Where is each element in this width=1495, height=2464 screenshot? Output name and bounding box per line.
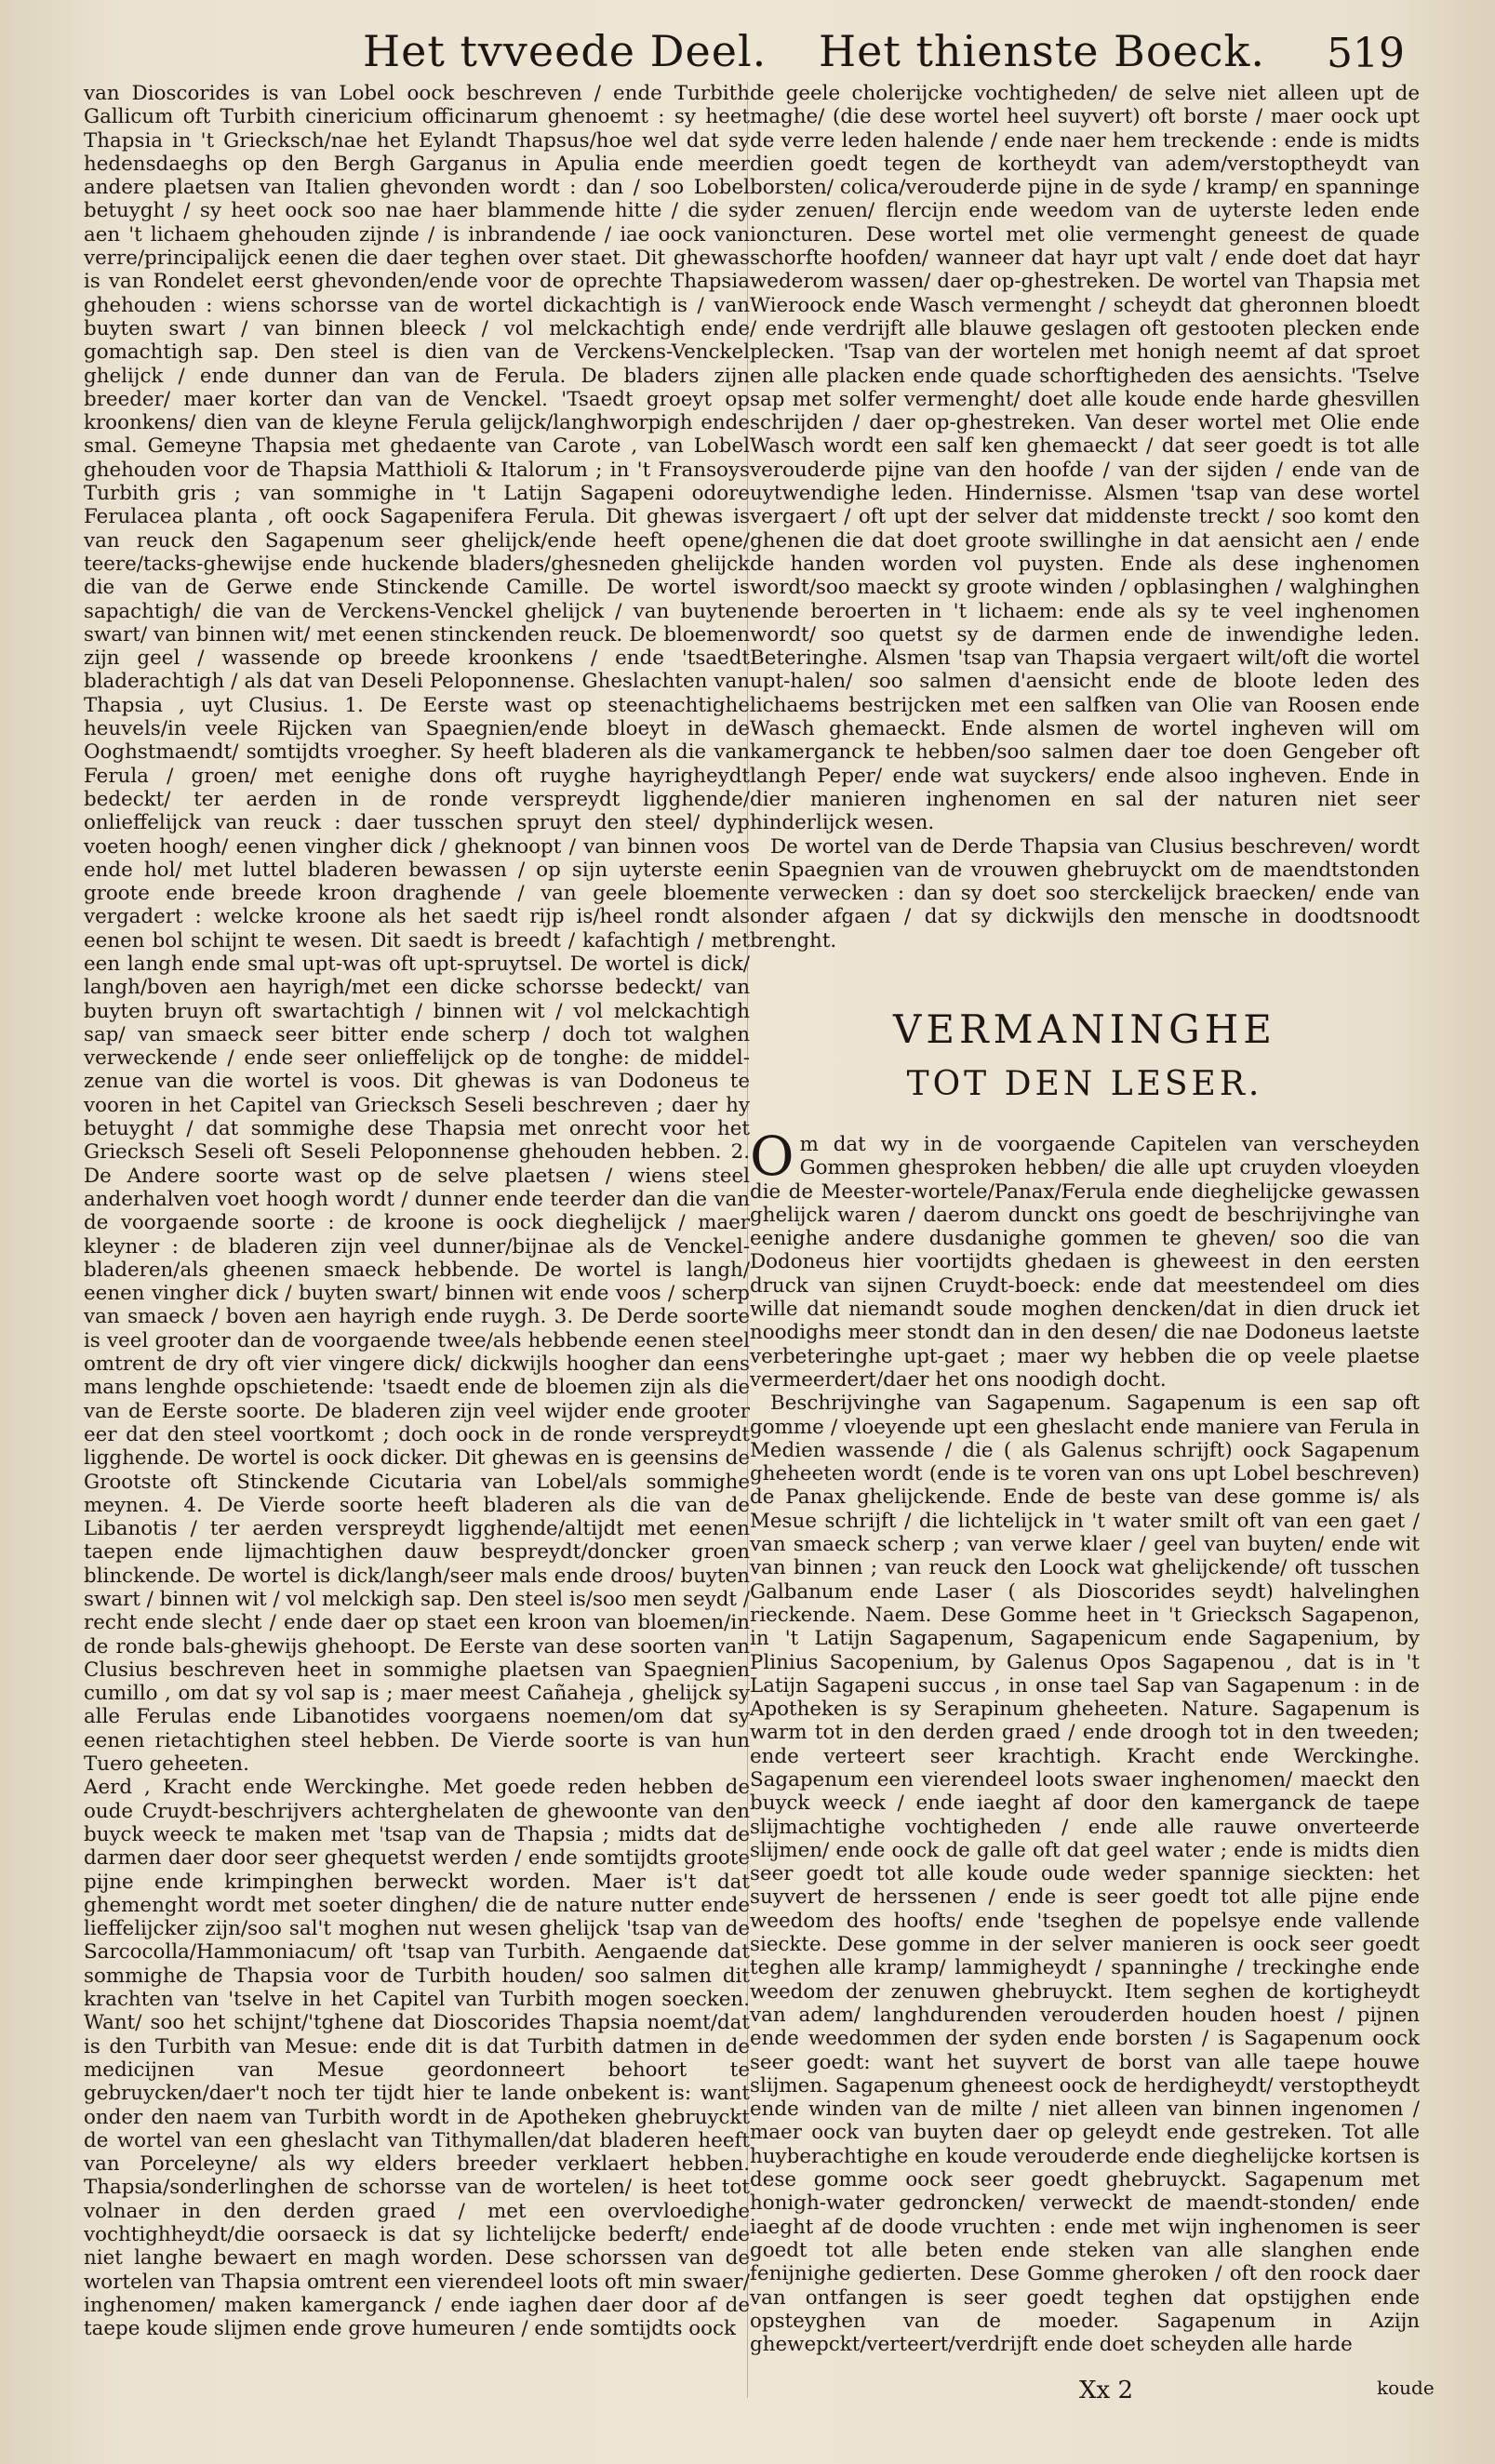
sagapenum-entry: Beschrijvinghe van Sagapenum. Sagapenum is een sap oft gomme / vloeyende upt een gheslacht ende maniere van Ferula in Medien wassende / die ( als Galenus schrijft) oock Sagapenum gheheeten wordt (ende is te voren van ons upt Lobel beschreven) de Panax ghelijckende. Ende de beste van dese gomme is/ als Mesue schrijft / die lichtelijck in 't water smilt oft van een gaet / van smaeck scherp ; van verwe klaer / geel van buyten/ ende wit van binnen ; van reuck den Loock wat ghelijckende/ oft tusschen Galbanum ende Laser ( als Dioscorides seydt) halvelinghen rieckende. Naem. Dese Gomme heet in 't Griecksch Sagapenon, in 't Latijn Sagapenum, Sagapenicum ende Sagapenium, by Plinius Sacopenium, by Galenus Opos Sagapenou , dat is in 't Latijn Sagapeni succus , in onse tael Sap van Sagapenum : in de Apotheken is sy Serapinum gheheeten. Nature. Sagapenum is warm tot in den derden graed / ende droogh tot in den tweeden; ende verteert seer krachtigh. Kracht ende Werckinghe. Sagapenum een vierendeel loots swaer inghenomen/ maeckt den buyck weeck / ende iaeght af door den kamerganck de taepe slijmachtighe vochtigheden / ende alle rauwe onverteerde slijmen/ ende oock de galle oft dat geel water ; ende is midts dien seer goedt tot alle koude oude weder spannige sieckten: het suyvert de herssenen / ende is seer goedt tot alle pijne ende weedom des hoofts/ ende 'tseghen de popelsye ende vallende sieckte. Dese gomme in der selver manieren is oock seer goedt teghen alle kramp/ lammigheydt / spanninghe / treckinghe ende weedom der zenuwen ghebruyckt. Item seghen de kortigheydt van adem/ langhdurenden verouderden houden hoest / pijnen ende weedommen der syden ende borsten / is Sagapenum oock seer goedt: want het suyvert de borst van alle taepe houwe slijmen. Sagapenum gheneest oock de herdigheydt/ verstoptheydt ende winden van de milte / niet alleen van binnen ingenomen / maer oock van buyten daer op geleydt ende gestreken. Tot alle huyberachtighe en koude verouderde ende dieghelijcke kortsen is dese gomme oock seer goedt ghebruyckt. Sagapenum met honigh-water gedroncken/ verweckt de maendt-stonden/ ende iaeght af de doode vruchten : ende met wijn inghenomen is seer goedt tot alle beten ende steken van alle slanghen ende fenijnighe gedierten. Dese Gomme gheroken / oft den roock daer van ontfangen is seer goedt teghen dat opstijghen ende opsteyghen van de moeder. Sagapenum in Azijn ghewepckt/verteert/verdrijft ende doet scheyden alle harde: [750, 1392, 1420, 2357]
thapsia-effects: de geele cholerijcke vochtigheden/ de selve niet alleen upt de maghe/ (die dese wortel heel suyvert) oft borste / maer oock upt de verre leden halende / ende naer hem treckende : ende is midts dien goedt tegen de kortheydt van adem/verstoptheydt van borsten/ colica/verouderde pijne in de syde / kramp/ en spanninge der zenuen/ flercijn ende weedom van de uyterste leden ende ioncturen. Dese wortel met olie vermenght geneest de quade schorfte hoofden/ wanneer dat hayr upt valt / ende doet dat hayr wederom wassen/ daer op-ghestreken. De wortel van Thapsia met Wieroock ende Wasch vermenght / scheydt dat gheronnen bloedt / ende verdrijft alle blauwe geslagen oft gestooten plecken ende plecken. 'Tsap van der wortelen met honigh neemt af dat sproet en alle placken ende quade schorftigheden des aensichts. 'Tselve sap met solfer vermenght/ doet alle koude ende harde ghesvillen schrijden / daer op-ghestreken. Van deser wortel met Olie ende Wasch wordt een salf ken ghemaeckt / dat seer goedt is tot alle verouderde pijne van den hoofde / van der sijden / ende van de uytwendighe leden. Hindernisse. Alsmen 'tsap van dese wortel vergaert / oft upt der selver dat middenste treckt / soo komt den ghenen die dat doet groote swillinghe in dat aensicht aen / ende de handen worden vol puysten. Ende als dese inghenomen wordt/soo maeckt sy groote winden / opblasinghen / walghinghen ende beroerten in 't lichaem: ende als sy te veel inghenomen wordt/ soo quetst sy de darmen ende de inwendighe leden. Beteringhe. Alsmen 'tsap van Thapsia vergaert wilt/oft die wortel upt-halen/ soo salmen d'aensicht ende de bloote leden des lichaems bestrijcken met een salfken van Olie van Roosen ende Wasch ghemaeckt. Ende alsmen de wortel ingheven will om kamerganck te hebben/soo salmen daer toe doen Gengeber oft langh Peper/ ende wat suyckers/ ende alsoo ingheven. Ende in dier manieren inghenomen en sal der naturen niet seer hinderlijck wesen.: [750, 82, 1420, 835]
clusius-third-thapsia: De wortel van de Derde Thapsia van Clusius beschreven/ wordt in Spaegnien van de vrouwen ghebruyckt om de maendtstonden te verwecken : dan sy doet soo sterckelijck braecken/ ende van onder afgaen / dat sy dickwijls den mensche in doodtsnoodt brenght.: [750, 834, 1420, 952]
signature-mark: Xx 2: [1079, 2377, 1133, 2404]
left-column: [84, 82, 750, 2341]
section-subtitle: TOT DEN LESER.: [906, 1064, 1263, 1103]
catchword: koude: [1377, 2377, 1435, 2399]
page-header: [65, 17, 1433, 82]
page-number: 519: [1327, 30, 1405, 77]
thapsia-description: van Dioscorides is van Lobel oock beschreven / ende Turbith Gallicum oft Turbith cinericium officinarum ghenoemt : sy heet Thapsia in 't Griecksch/nae het Eylandt Thapsus/hoe wel dat sy hedensdaeghs op den Bergh Garganus in Apulia ende meer andere plaetsen van Italien ghevonden wordt : dan / soo Lobel betuyght / sy heet oock soo nae haer blammende hitte / die sy aen 't lichaem ghehouden zijnde / is inbrandende / iae oock van verre/principalijck eenen die daer teghen over staet. Dit ghewas is van Rondelet eerst ghevonden/ende voor de oprechte Thapsia ghehouden : wiens schorsse van de wortel dickachtigh is / van buyten swart / van binnen bleeck / vol melckachtigh ende gomachtigh sap. Den steel is dien van de Verckens-Venckel ghelijck / ende dunner dan van de Ferula. De bladers zijn breeder/ maer korter dan van de Venckel. 'Tsaedt groeyt op kroonkens/ dien van de kleyne Ferula gelijck/langhworpigh ende smal. Gemeyne Thapsia met ghedaente van Carote , van Lobel ghehouden voor de Thapsia Matthioli & Italorum ; in 't Fransoys Turbith gris ; van sommighe in 't Latijn Sagapeni odore Ferulacea planta , oft oock Sagapenifera Ferula. Dit ghewas is van reuck den Sagapenum seer ghelijck/ende heeft opene/ teere/tacks-ghewijse ende huckende bladers/ghesneden ghelijck die van de Gerwe ende Stinckende Camille. De wortel is sapachtigh/ die van de Verckens-Venckel ghelijck / van buyten swart/ van binnen wit/ met eenen stinckenden reuck. De bloemen zijn geel / wassende op breede kroonkens / ende 'tsaedt bladerachtigh / als dat van Deseli Peloponnense. Gheslachten van Thapsia , uyt Clusius. 1. De Eerste wast op steenachtighe heuvels/in veele Rijcken van Spaegnien/ende bloeyt in de Ooghstmaendt/ somtijdts vroegher. Sy heeft bladeren als die van Ferula / groen/ met eenighe dons oft ruyghe hayrigheydt bedeckt/ ter aerden in de ronde verspreydt ligghende/ onlieffelijck van reuck : daer tusschen spruyt den steel/ dyp voeten hoogh/ eenen vingher dick / gheknoopt / van binnen voos ende hol/ met luttel bladeren bewassen / op sijn uyterste een groote ende breede kroon draghende / van geele bloemen vergadert : welcke kroone als het saedt rijp is/heel rondt als eenen bol schijnt te wesen. Dit saedt is breedt / kafachtigh / met een langh ende smal upt-was oft upt-spruytsel. De wortel is dick/ langh/boven aen hayrigh/met een dicke schorsse bedeckt/ van buyten bruyn oft swartachtigh / binnen wit / vol melckachtigh sap/ van smaeck seer bitter ende scherp / doch tot walghen verweckende / ende seer onlieffelijck op de tonghe: de middel-zenue van die wortel is voos. Dit ghewas is van Dodoneus te vooren in het Capitel van Griecksch Seseli beschreven ; daer hy betuyght / dat sommighe dese Thapsia met onrecht voor het Griecksch Seseli oft Seseli Peloponnense ghehouden hebben. 2. De Andere soorte wast op de selve plaetsen / wiens steel anderhalven voet hoogh wordt / dunner ende teerder dan die van de voorgaende soorte : de kroone is oock dieghelijck / maer kleyner : de bladeren zijn veel dunner/bijnae als de Venckel-bladeren/als gheenen smaeck hebbende. De wortel is langh/ eenen vingher dick / buyten swart/ binnen wit ende voos / scherp van smaeck / boven aen hayrigh ende ruygh. 3. De Derde soorte is veel grooter dan de voorgaende twee/als hebbende eenen steel omtrent de dry oft vier vingere dick/ dickwijls hoogher dan eens mans lenghde opschietende: 'tsaedt ende de bloemen zijn als die van de Eerste soorte. De bladeren zijn veel wijder ende grooter eer dat den steel voortkomt ; doch oock in de ronde verspreydt ligghende. De wortel is oock dicker. Dit ghewas en is geensins de Grootste oft Stinckende Cicutaria van Lobel/als sommighe meynen. 4. De Vierde soorte heeft bladeren als die van de Libanotis / ter aerden verspreydt ligghende/altijdt met eenen taepen ende lijmachtighen dauw bespreydt/doncker groen blinckende. De wortel is dick/langh/seer mals ende droos/ buyten swart / binnen wit / vol melckigh sap. Den steel is/soo men seydt / recht ende slecht / ende daer op staet een kroon van bloemen/in de ronde bals-ghewijs ghehoopt. De Eerste van dese soorten van Clusius beschreven heet in sommighe plaetsen van Spaegnien cumillo , om dat sy vol sap is ; maer meest Cañaheja , ghelijck sy alle Ferulas ende Libanotides voorgaens noemen/om dat sy eenen rietachtighen steel hebben. De Vierde soorte is van hun Tuero geheeten.: [84, 82, 751, 1777]
column-divider: [747, 82, 748, 2398]
right-column: [750, 82, 1420, 2356]
address-to-reader: Om dat wy in de voorgaende Capitelen van verscheyden Gommen ghesproken hebben/ die alle upt cruyden vloeyden die de Meester-wortele/Panax/Ferula ende dieghelijcke gewassen ghelijck waren / daerom dunckt ons goedt de beschrijvinghe van eenighe andere dusdanighe gommen te gheven/ soo die van Dodoneus hier voortijdts ghedaen is gheweest in den eersten druck van sijnen Cruydt-boeck: ende dat meestendeel om dies wille dat niemandt soude moghen dencken/dat in dien druck iet noodighs meer stondt dan in den desen/ die nae Dodoneus laetste verbeteringhe upt-gaet ; maer wy hebben die op veele plaetse vermeerdert/daer het ons noodigh docht.: [750, 1124, 1420, 1392]
running-head-right: Het thienste Boeck.: [819, 26, 1266, 76]
section-title: VERMANINGHE: [893, 1006, 1276, 1052]
thapsia-properties: Aerd , Kracht ende Werckinghe. Met goede reden hebben de oude Cruydt-beschrijvers achterghelaten de ghewoonte van den buyck weeck te maken met 'tsap van de Thapsia ; midts dat de darmen daer door seer ghequetst werden / ende somtijdts groote pijne ende krimpinghen berweckt worden. Maer is't dat ghemenght wordt met soeter dinghen/ die de nature nutter ende lieffelijcker zijn/soo sal't moghen nut wesen ghelijck 'tsap van de Sarcocolla/Hammoniacum/ oft 'tsap van Turbith. Aengaende dat sommighe de Thapsia voor de Turbith houden/ soo salmen dit krachten van 'tselve in het Capitel van Turbith mogen soecken. Want/ soo het schijnt/'tghene dat Dioscorides Thapsia noemt/dat is den Turbith van Mesue: ende dit is dat Turbith datmen in de medicijnen van Mesue geordonneert behoort te gebruycken/daer't noch ter tijdt hier te lande onbekent is: want onder den naem van Turbith wordt in de Apotheken ghebruyckt de wortel van een gheslacht van Tithymallen/dat bladeren heeft van Porceleyne/ als wy elders breeder verklaert hebben. Thapsia/sonderlinghen de schorsse van de wortelen/ is heet tot volnaer in den derden graed / met een overvloedighe vochtighheydt/die oorsaeck is dat sy lichtelijcke bederft/ ende niet langhe bewaert en magh worden. Dese schorssen van de wortelen van Thapsia omtrent een vierendeel loots oft min swaer/ inghenomen/ maken kamerganck / ende iaghen daer door af de taepe koude slijmen ende grove humeuren / ende somtijdts oock: [84, 1776, 750, 2341]
running-head-left: Het tvveede Deel.: [363, 26, 768, 76]
